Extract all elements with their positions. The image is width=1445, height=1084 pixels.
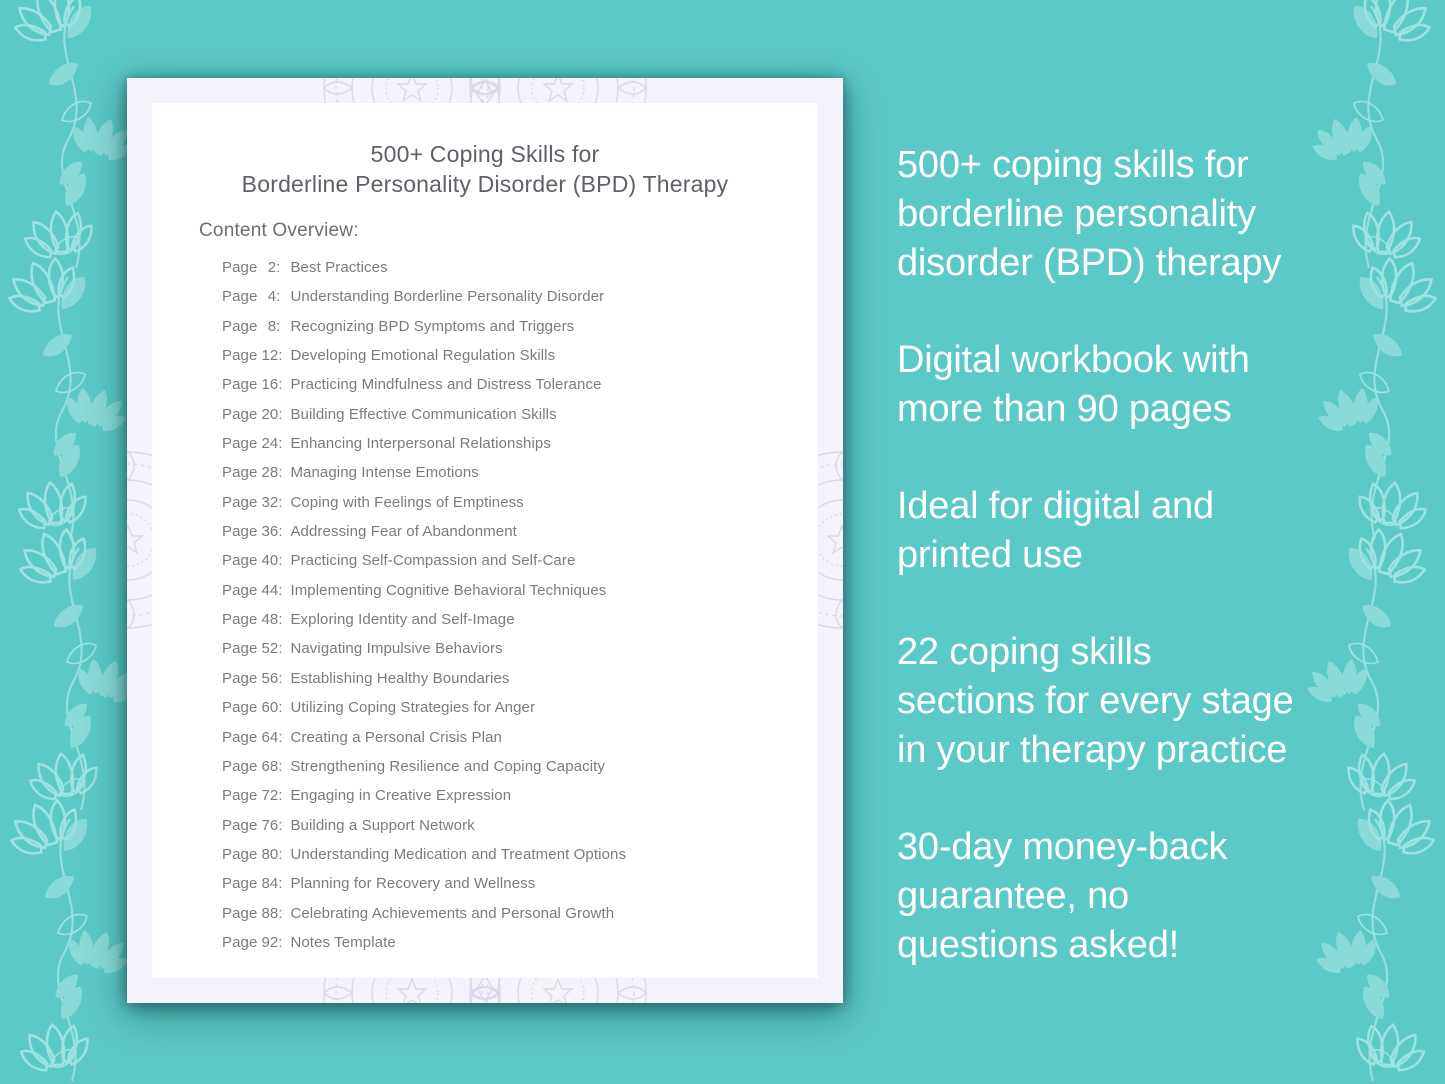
content-overview-heading: Content Overview:: [199, 220, 359, 241]
toc-page-label: Page: [222, 728, 258, 746]
toc-item-title: Building Effective Communication Skills: [290, 405, 557, 423]
toc-page-label: Page: [222, 464, 258, 482]
toc-page-number: 16:: [261, 376, 283, 394]
toc-page-number: 2:: [267, 259, 281, 276]
document-title: [152, 139, 818, 199]
toc-item-title: Coping with Feelings of Emptiness: [290, 493, 524, 511]
marketing-line: Ideal for digital and: [897, 485, 1214, 527]
toc-row: [222, 318, 818, 347]
toc-page-label: Page: [222, 904, 258, 922]
toc-row: [222, 435, 818, 464]
document-sheet: [152, 103, 818, 978]
marketing-paragraph: [897, 141, 1397, 288]
marketing-paragraph: [897, 628, 1397, 775]
toc-item-title: Managing Intense Emotions: [290, 464, 479, 482]
toc-row: [222, 582, 818, 611]
toc-row: [222, 552, 818, 581]
marketing-line: disorder (BPD) therapy: [897, 242, 1282, 284]
toc-item-title: Understanding Medication and Treatment Options: [290, 845, 627, 863]
toc-row: [222, 875, 818, 904]
toc-row: [222, 817, 818, 846]
toc-page-label: Page: [222, 757, 258, 775]
toc-row: [222, 406, 818, 435]
toc-item-title: Recognizing BPD Symptoms and Triggers: [290, 317, 575, 335]
marketing-line: 500+ coping skills for: [897, 144, 1249, 186]
toc-item-title: Enhancing Interpersonal Relationships: [290, 435, 551, 453]
toc-page-number: 36:: [261, 523, 283, 541]
toc-page-label: Page: [222, 699, 258, 717]
toc-item-title: Practicing Self-Compassion and Self-Care: [290, 552, 576, 570]
toc-page-number: 4:: [267, 288, 281, 306]
marketing-line: in your therapy practice: [897, 729, 1288, 771]
marketing-line: printed use: [897, 534, 1083, 576]
marketing-line: 22 coping skills: [897, 631, 1152, 673]
marketing-line: 30-day money-back: [897, 826, 1228, 868]
toc-item-title: Exploring Identity and Self-Image: [290, 611, 515, 629]
toc-page-number: 28:: [261, 464, 283, 482]
toc-row: [222, 288, 818, 317]
toc-page-number: 12:: [261, 347, 283, 365]
marketing-paragraph: [897, 336, 1397, 434]
toc-item-title: Establishing Healthy Boundaries: [290, 669, 510, 687]
toc-page-number: 32:: [261, 493, 283, 511]
marketing-line: Digital workbook with: [897, 339, 1250, 381]
workbook-page: [127, 78, 843, 1003]
toc-row: [222, 494, 818, 523]
document-title-line2: Borderline Personality Disorder (BPD) Therapy: [241, 171, 729, 197]
toc-page-number: 48:: [261, 611, 283, 629]
toc-item-title: Utilizing Coping Strategies for Anger: [290, 699, 536, 717]
toc-item-title: Planning for Recovery and Wellness: [290, 875, 536, 893]
toc-page-label: Page: [222, 347, 258, 365]
toc-page-number: 24:: [261, 435, 283, 453]
toc-page-label: Page: [222, 933, 258, 951]
toc-row: [222, 640, 818, 669]
marketing-line: sections for every stage: [897, 680, 1294, 722]
marketing-line: questions asked!: [897, 924, 1179, 966]
toc-row: [222, 934, 818, 963]
toc-page-number: 80:: [261, 845, 283, 863]
toc-item-title: Understanding Borderline Personality Disorder: [290, 288, 605, 306]
toc-page-label: Page: [222, 875, 258, 893]
marketing-line: guarantee, no: [897, 875, 1129, 917]
marketing-copy: [897, 141, 1397, 1018]
toc-item-title: Best Practices: [290, 259, 388, 276]
toc-item-title: Building a Support Network: [290, 816, 475, 834]
marketing-paragraph: [897, 823, 1397, 970]
toc-page-label: Page: [222, 581, 258, 599]
toc-item-title: Implementing Cognitive Behavioral Techniques: [290, 581, 607, 599]
toc-page-label: Page: [222, 640, 258, 658]
toc-item-title: Celebrating Achievements and Personal Growth: [290, 904, 615, 922]
toc-page-number: 20:: [261, 405, 283, 423]
toc-item-title: Strengthening Resilience and Coping Capacity: [290, 757, 606, 775]
toc-page-number: 40:: [261, 552, 283, 570]
toc-page-number: 56:: [261, 669, 283, 687]
toc-item-title: Notes Template: [290, 933, 396, 951]
toc-row: [222, 464, 818, 493]
toc-row: [222, 729, 818, 758]
toc-page-label: Page: [222, 845, 258, 863]
toc-page-label: Page: [222, 435, 258, 453]
toc-page-number: 8:: [267, 317, 281, 335]
toc-row: [222, 846, 818, 875]
toc-page-label: Page: [222, 259, 258, 276]
toc-page-label: Page: [222, 552, 258, 570]
document-title-line1: 500+ Coping Skills for: [370, 141, 600, 167]
toc-page-label: Page: [222, 787, 258, 805]
toc-page-label: Page: [222, 288, 258, 306]
toc-list: [222, 259, 818, 963]
toc-page-number: 52:: [261, 640, 283, 658]
toc-row: [222, 347, 818, 376]
toc-page-number: 88:: [261, 904, 283, 922]
toc-page-label: Page: [222, 611, 258, 629]
toc-page-number: 76:: [261, 816, 283, 834]
toc-row: [222, 699, 818, 728]
marketing-line: borderline personality: [897, 193, 1256, 235]
toc-item-title: Addressing Fear of Abandonment: [290, 523, 517, 541]
toc-page-label: Page: [222, 669, 258, 687]
toc-row: [222, 523, 818, 552]
toc-page-label: Page: [222, 376, 258, 394]
toc-page-label: Page: [222, 493, 258, 511]
marketing-line: more than 90 pages: [897, 388, 1232, 430]
toc-page-number: 68:: [261, 757, 283, 775]
toc-page-label: Page: [222, 523, 258, 541]
toc-page-number: 44:: [261, 581, 283, 599]
toc-page-number: 64:: [261, 728, 283, 746]
toc-row: [222, 670, 818, 699]
toc-page-number: 72:: [261, 787, 283, 805]
marketing-paragraph: [897, 482, 1397, 580]
toc-item-title: Creating a Personal Crisis Plan: [290, 728, 502, 746]
toc-row: [222, 787, 818, 816]
toc-page-label: Page: [222, 816, 258, 834]
toc-page-label: Page: [222, 405, 258, 423]
toc-row: [222, 376, 818, 405]
toc-item-title: Navigating Impulsive Behaviors: [290, 640, 503, 658]
toc-row: [222, 611, 818, 640]
toc-page-number: 92:: [261, 933, 283, 951]
toc-row: [222, 259, 818, 288]
toc-row: [222, 905, 818, 934]
toc-page-label: Page: [222, 317, 258, 335]
toc-item-title: Developing Emotional Regulation Skills: [290, 347, 556, 365]
toc-page-number: 84:: [261, 875, 283, 893]
toc-row: [222, 758, 818, 787]
toc-page-number: 60:: [261, 699, 283, 717]
toc-item-title: Practicing Mindfulness and Distress Tolerance: [290, 376, 602, 394]
floral-vine-left-icon: [0, 0, 146, 1084]
toc-item-title: Engaging in Creative Expression: [290, 787, 512, 805]
